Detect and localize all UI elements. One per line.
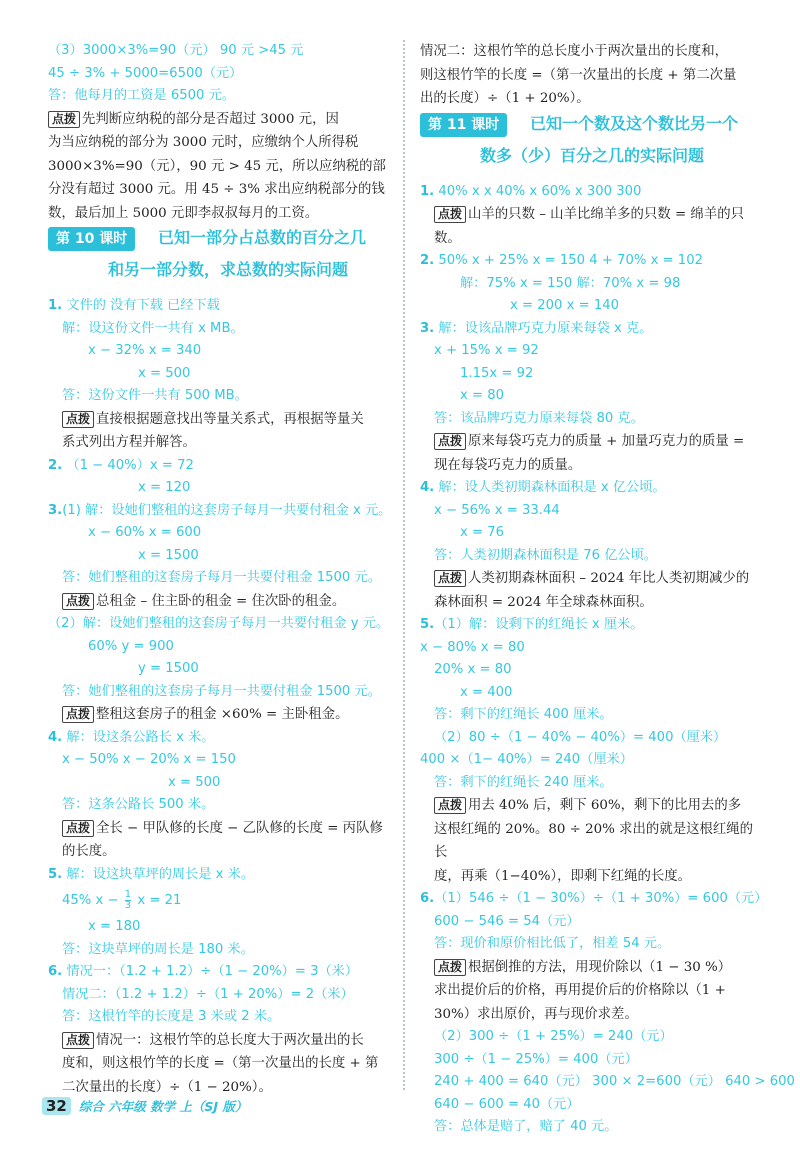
text-line: 出的长度）÷（1 + 20%）。: [420, 91, 590, 106]
answer-line: 答：他每月的工资是 6500 元。: [48, 88, 236, 103]
tip-paragraph: 点拨 总租金 – 住主卧的租金 = 住次卧的租金。: [48, 590, 393, 614]
answer-line: 答：她们整租的这套房子每月一共要付租金 1500 元。: [62, 570, 381, 585]
answer-line: x − 32% x = 340: [88, 343, 202, 358]
answer-line: （2）80 ÷（1 − 40% − 40%）= 400（厘米）: [434, 729, 727, 745]
answer-line: 答：剩下的红绳长 400 厘米。: [434, 707, 613, 722]
answer-line: 400 ×（1− 40%）= 240（厘米）: [420, 752, 633, 767]
answer-line: 300 ÷（1 − 25%）= 400（元）: [434, 1051, 638, 1067]
tip-paragraph: 点拨 人类初期森林面积 – 2024 年比人类初期减少的: [420, 567, 765, 591]
question-5: 5.（1）解：设剩下的红绳长 x 厘米。: [420, 617, 644, 632]
lesson-title: 数多（少）百分之几的实际问题: [480, 145, 705, 165]
answer-line: x − 80% x = 80: [420, 639, 525, 655]
tip-line: 这根红绳的 20%。80 ÷ 20% 求出的就是这根红绳的长: [434, 821, 754, 860]
answer-line: 情况二：（1.2 + 1.2）÷（1 + 20%）= 2（米）: [62, 986, 354, 1002]
answer-line: x = 500: [138, 365, 191, 381]
question-4: 4. 解：设人类初期森林面积是 x 亿公顷。: [420, 480, 666, 495]
tip-label: 点拨: [434, 797, 466, 814]
question-1: 1. 40% x x 40% x 60% x 300 300: [420, 183, 642, 199]
answer-line: 640 − 600 = 40（元）: [434, 1096, 580, 1112]
tip-paragraph: 点拨 先判断应纳税的部分是否超过 3000 元，因: [48, 108, 393, 132]
tip-paragraph: 点拨 整租这套房子的租金 ×60% = 主卧租金。: [48, 703, 393, 727]
tip-line: 系式列出方程并解答。: [62, 435, 196, 450]
answer-line: 240 + 400 = 640（元） 300 × 2=600（元） 640 > 600: [434, 1074, 795, 1089]
tip-label: 点拨: [434, 206, 466, 223]
tip-label: 点拨: [62, 411, 94, 428]
question-5: 5. 解：设这块草坪的周长是 x 米。: [48, 866, 255, 882]
tip-line: 现在每袋巧克力的质量。: [434, 457, 582, 473]
tip-paragraph: 点拨 全长 − 甲队修的长度 − 乙队修的长度 = 丙队修: [48, 817, 393, 841]
tip-line: 的长度。: [62, 844, 116, 859]
lesson-badge: 第 10 课时: [48, 227, 135, 251]
tip-line: 二次量出的长度）÷（1 − 20%）。: [62, 1079, 272, 1095]
column-divider: [403, 40, 405, 1090]
page-footer: [42, 1095, 247, 1117]
answer-line: 答：她们整租的这套房子每月一共要付租金 1500 元。: [62, 683, 381, 699]
tip-label: 点拨: [434, 433, 466, 450]
tip-label: 点拨: [434, 570, 466, 587]
answer-line: x = 76: [460, 525, 505, 540]
question-6: 6.（1）546 ÷（1 − 30%）÷（1 + 30%）= 600（元）: [420, 891, 768, 906]
tip-paragraph: 点拨 直接根据题意找出等量关系式，再根据等量关: [48, 408, 393, 432]
answer-line: 解：75% x = 150 解：70% x = 98: [460, 275, 681, 291]
answer-line: 45% x − $\frac{1}{3}$ x = 21: [62, 888, 182, 911]
answer-line: 45 ÷ 3% + 5000=6500（元）: [48, 65, 243, 81]
page-number: 32: [42, 1097, 71, 1115]
tip-line: 森林面积 = 2024 年全球森林面积。: [434, 594, 653, 610]
answer-line: 答：总体是赔了，赔了 40 元。: [434, 1119, 618, 1134]
answer-line: 解：设这份文件一共有 x MB。: [62, 320, 244, 336]
question-3: 3. 解：设该品牌巧克力原来每袋 x 克。: [420, 320, 653, 336]
lesson-title: 和另一部分数，求总数的实际问题: [108, 260, 349, 279]
answer-line: 答：人类初期森林面积是 76 亿公顷。: [434, 547, 657, 563]
tip-line: 度和，则这根竹竿的长度 =（第一次量出的长度 + 第: [62, 1056, 379, 1071]
question-6: 6. 情况一：（1.2 + 1.2）÷（1 − 20%）= 3（米）: [48, 964, 359, 979]
answer-line: x = 180: [88, 919, 141, 934]
answer-line: 60% y = 900: [88, 638, 174, 654]
tip-line: 分没有超过 3000 元。用 45 ÷ 3% 求出应纳税部分的钱: [48, 182, 385, 197]
answer-line: x = 500: [168, 774, 221, 790]
answer-line: x = 120: [138, 480, 191, 495]
left-column: [48, 40, 393, 1099]
answer-line: 答：该品牌巧克力原来每袋 80 克。: [434, 410, 644, 426]
answer-line: （2）解：设她们整租的这套房子每月一共要付租金 y 元。: [48, 616, 390, 631]
question-2: 2. （1 − 40%）x = 72: [48, 457, 194, 473]
answer-line: x − 50% x − 20% x = 150: [62, 752, 236, 767]
tip-label: 点拨: [62, 593, 94, 610]
question-3: 3.(1) 解：设她们整租的这套房子每月一共要付租金 x 元。: [48, 502, 392, 518]
tip-label: 点拨: [48, 111, 80, 128]
question-1: 1. 文件的 没有下载 已经下载: [48, 298, 220, 313]
book-title: 综合 六年级 数学 上（SJ 版）: [78, 1099, 248, 1114]
tip-label: 点拨: [62, 1032, 94, 1049]
answer-line: 答：这条公路长 500 米。: [62, 797, 215, 812]
tip-label: 点拨: [62, 706, 94, 723]
answer-line: 答：这份文件一共有 500 MB。: [62, 388, 248, 403]
answer-line: x = 400: [460, 684, 513, 700]
answer-line: x = 1500: [138, 547, 199, 563]
answer-line: 600 − 546 = 54（元）: [434, 913, 580, 929]
text-line: 情况二：这根竹竿的总长度小于两次量出的长度和，: [420, 44, 728, 59]
lesson-10-header: [48, 225, 393, 295]
fraction: $\frac{1}{3}$: [124, 888, 132, 911]
answer-line: 20% x = 80: [434, 662, 512, 677]
answer-line: 答：现价和原价相比低了，相差 54 元。: [434, 936, 671, 951]
lesson-title: 已知一个数及这个数比另一个: [530, 113, 739, 133]
answer-line: x + 15% x = 92: [434, 343, 539, 358]
tip-label: 点拨: [62, 820, 94, 837]
answer-line: 答：这块草坪的周长是 180 米。: [62, 941, 254, 957]
tip-line: 度，再乘（1−40%），即剩下红绳的长度。: [434, 868, 692, 884]
lesson-11-header: [420, 111, 765, 181]
answer-line: x = 80: [460, 388, 505, 403]
answer-line: （3）3000×3%=90（元） 90 元 >45 元: [48, 43, 304, 58]
tip-line: 为当应纳税的部分为 3000 元时，应缴纳个人所得税: [48, 135, 359, 150]
tip-line: 3000×3%=90（元），90 元 > 45 元，所以应纳税的部: [48, 158, 386, 174]
text-line: 则这根竹竿的长度 =（第一次量出的长度 + 第二次量: [420, 67, 737, 83]
lesson-title: 已知一部分占总数的百分之几: [158, 228, 367, 247]
answer-line: 答：剩下的红绳长 240 厘米。: [434, 774, 613, 790]
answer-line: （2）300 ÷（1 + 25%）= 240（元）: [434, 1029, 673, 1044]
tip-paragraph: 点拨 情况一：这根竹竿的总长度大于两次量出的长: [48, 1029, 393, 1053]
answer-line: x = 200 x = 140: [510, 298, 620, 313]
tip-paragraph: 点拨 用去 40% 后，剩下 60%，剩下的比用去的多: [420, 794, 765, 818]
tip-line: 30%）求出原价，再与现价求差。: [434, 1006, 638, 1022]
tip-label: 点拨: [434, 959, 466, 976]
question-4: 4. 解：设这条公路长 x 米。: [48, 729, 215, 745]
right-column: [420, 40, 795, 1139]
answer-line: x − 60% x = 600: [88, 525, 202, 540]
tip-paragraph: 点拨 山羊的只数 – 山羊比绵羊多的只数 = 绵羊的只数。: [434, 207, 744, 246]
tip-line: 数，最后加上 5000 元即李叔叔每月的工资。: [48, 205, 319, 221]
question-2: 2. 50% x + 25% x = 150 4 + 70% x = 102: [420, 253, 703, 268]
lesson-badge: 第 11 课时: [420, 113, 507, 137]
answer-line: 1.15x = 92: [460, 365, 534, 381]
tip-paragraph: 点拨 原来每袋巧克力的质量 + 加量巧克力的质量 =: [420, 430, 765, 454]
tip-paragraph: 点拨 根据倒推的方法，用现价除以（1 − 30 %）: [420, 956, 765, 980]
answer-line: 答：这根竹竿的长度是 3 米或 2 米。: [62, 1009, 281, 1024]
tip-line: 求出提价后的价格，再用提价后的价格除以（1 +: [434, 983, 726, 998]
answer-line: y = 1500: [138, 661, 199, 676]
answer-line: x − 56% x = 33.44: [434, 502, 560, 518]
